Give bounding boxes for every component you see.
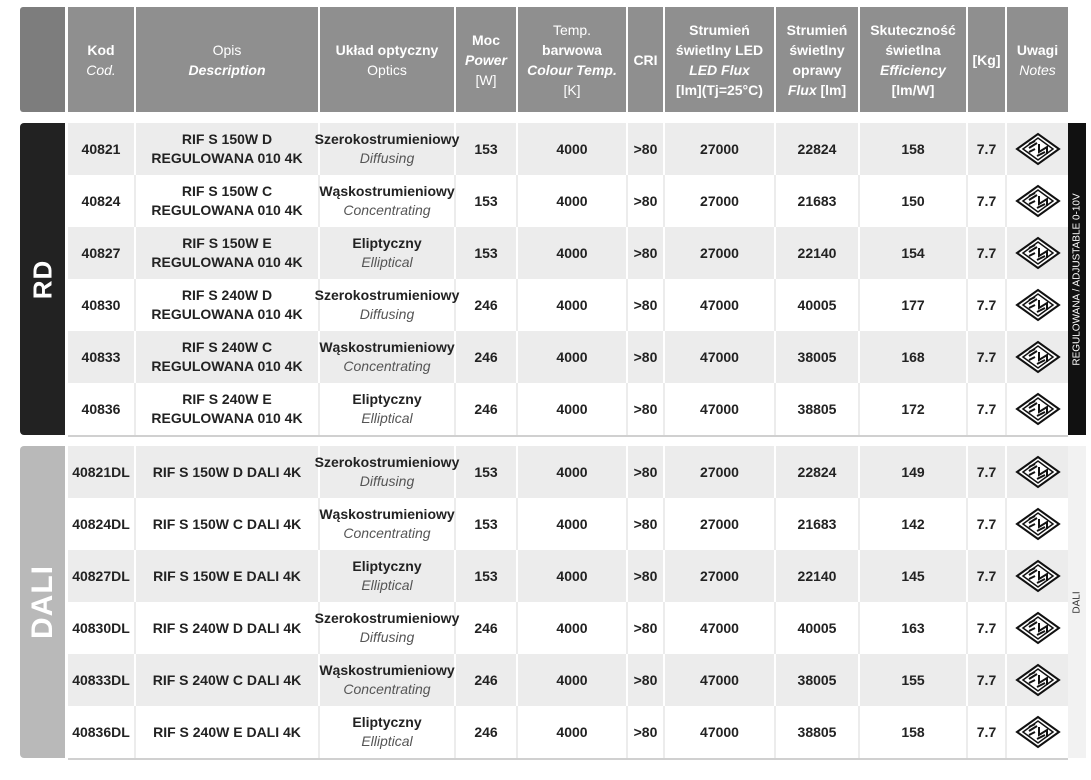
weight-value: 7.7 bbox=[968, 227, 1007, 279]
weight-value: 7.7 bbox=[968, 446, 1007, 498]
optics-cell bbox=[320, 383, 456, 435]
flux-value: 38005 bbox=[776, 331, 860, 383]
power-value: 153 bbox=[456, 498, 518, 550]
led-flux-value: 27000 bbox=[665, 175, 776, 227]
notes-cell bbox=[1007, 602, 1068, 654]
optics-cell bbox=[320, 227, 456, 279]
weight-value: 7.7 bbox=[968, 654, 1007, 706]
efficiency-value: 163 bbox=[860, 602, 968, 654]
product-description bbox=[136, 227, 320, 279]
description-line: REGULOWANA 010 4K bbox=[151, 306, 303, 322]
product-code: 40833DL bbox=[68, 654, 136, 706]
flux-value: 38805 bbox=[776, 706, 860, 758]
optics-pl: Szerokostrumieniowy bbox=[314, 454, 460, 470]
header-cri: CRI bbox=[628, 7, 665, 112]
optics-en: Elliptical bbox=[361, 254, 413, 270]
optics-pl: Eliptyczny bbox=[352, 235, 422, 251]
optics-en: Concentrating bbox=[343, 202, 431, 218]
product-description bbox=[136, 331, 320, 383]
optics-cell bbox=[314, 123, 460, 175]
colour-temp-value: 4000 bbox=[518, 602, 628, 654]
flux-value: 22824 bbox=[776, 123, 860, 175]
description-line: RIF S 150W E bbox=[182, 235, 272, 251]
efficiency-value: 168 bbox=[860, 331, 968, 383]
optics-pl: Wąskostrumieniowy bbox=[319, 339, 455, 355]
led-flux-value: 47000 bbox=[665, 331, 776, 383]
table-row bbox=[68, 123, 1068, 175]
enec-icon bbox=[1015, 715, 1061, 749]
enec-icon bbox=[1015, 559, 1061, 593]
description-line: REGULOWANA 010 4K bbox=[151, 358, 303, 374]
optics-cell bbox=[320, 550, 456, 602]
enec-icon bbox=[1015, 392, 1061, 426]
colour-temp-value: 4000 bbox=[518, 498, 628, 550]
notes-cell bbox=[1007, 550, 1068, 602]
optics-pl: Eliptyczny bbox=[352, 558, 422, 574]
optics-pl: Szerokostrumieniowy bbox=[314, 287, 460, 303]
product-code: 40836DL bbox=[68, 706, 136, 758]
description-line: RIF S 240W E DALI 4K bbox=[153, 723, 301, 740]
optics-cell bbox=[320, 654, 456, 706]
cri-value: >80 bbox=[628, 227, 665, 279]
description-line: RIF S 240W E bbox=[182, 391, 272, 407]
cri-value: >80 bbox=[628, 331, 665, 383]
optics-en: Elliptical bbox=[361, 733, 413, 749]
flux-value: 21683 bbox=[776, 498, 860, 550]
side-label-rd: REGULOWANA / ADJUSTABLE 0-10V bbox=[1068, 123, 1086, 435]
colour-temp-value: 4000 bbox=[518, 550, 628, 602]
optics-cell bbox=[320, 706, 456, 758]
notes-cell bbox=[1007, 654, 1068, 706]
description-line: REGULOWANA 010 4K bbox=[151, 202, 303, 218]
optics-en: Concentrating bbox=[343, 358, 431, 374]
dali-rows bbox=[68, 446, 1068, 758]
header-code: Kod Cod. bbox=[68, 7, 136, 112]
product-code: 40830DL bbox=[68, 602, 136, 654]
divider bbox=[68, 435, 1068, 437]
power-value: 246 bbox=[456, 383, 518, 435]
table-row bbox=[68, 331, 1068, 383]
optics-en: Elliptical bbox=[361, 577, 413, 593]
led-flux-value: 27000 bbox=[665, 446, 776, 498]
optics-pl: Wąskostrumieniowy bbox=[319, 662, 455, 678]
product-code: 40827 bbox=[68, 227, 136, 279]
optics-pl: Szerokostrumieniowy bbox=[314, 610, 460, 626]
colour-temp-value: 4000 bbox=[518, 279, 628, 331]
product-description bbox=[136, 706, 320, 758]
colour-temp-value: 4000 bbox=[518, 123, 628, 175]
optics-pl: Eliptyczny bbox=[352, 391, 422, 407]
product-description bbox=[136, 498, 320, 550]
enec-icon bbox=[1015, 611, 1061, 645]
header-led-flux: Strumień świetlny LED LED Flux [lm](Tj=25°C) bbox=[665, 7, 776, 112]
flux-value: 40005 bbox=[776, 279, 860, 331]
description-line: RIF S 150W C bbox=[181, 183, 273, 199]
led-flux-value: 47000 bbox=[665, 602, 776, 654]
notes-cell bbox=[1007, 706, 1068, 758]
cri-value: >80 bbox=[628, 175, 665, 227]
colour-temp-value: 4000 bbox=[518, 175, 628, 227]
optics-cell bbox=[314, 602, 460, 654]
weight-value: 7.7 bbox=[968, 279, 1007, 331]
section-tab-dali: DALI bbox=[20, 446, 65, 758]
efficiency-value: 155 bbox=[860, 654, 968, 706]
notes-cell bbox=[1007, 175, 1068, 227]
power-value: 246 bbox=[456, 279, 518, 331]
optics-en: Diffusing bbox=[359, 473, 415, 489]
power-value: 153 bbox=[456, 550, 518, 602]
header-weight: [Kg] bbox=[968, 7, 1007, 112]
optics-en: Elliptical bbox=[361, 410, 413, 426]
led-flux-value: 47000 bbox=[665, 706, 776, 758]
flux-value: 22140 bbox=[776, 550, 860, 602]
table-header bbox=[68, 7, 1068, 112]
table-row bbox=[68, 498, 1068, 550]
product-description bbox=[136, 383, 320, 435]
enec-icon bbox=[1015, 340, 1061, 374]
optics-cell bbox=[320, 498, 456, 550]
enec-icon bbox=[1015, 236, 1061, 270]
product-description bbox=[136, 279, 320, 331]
efficiency-value: 145 bbox=[860, 550, 968, 602]
product-description bbox=[136, 550, 320, 602]
optics-pl: Wąskostrumieniowy bbox=[319, 183, 455, 199]
colour-temp-value: 4000 bbox=[518, 654, 628, 706]
led-flux-value: 27000 bbox=[665, 498, 776, 550]
product-description bbox=[136, 602, 320, 654]
section-tab-rd: RD bbox=[20, 123, 65, 435]
power-value: 153 bbox=[456, 123, 518, 175]
product-code: 40824 bbox=[68, 175, 136, 227]
table-row bbox=[68, 279, 1068, 331]
flux-value: 38805 bbox=[776, 383, 860, 435]
enec-icon bbox=[1015, 507, 1061, 541]
description-line: RIF S 240W C DALI 4K bbox=[152, 671, 302, 688]
cri-value: >80 bbox=[628, 654, 665, 706]
weight-value: 7.7 bbox=[968, 602, 1007, 654]
led-flux-value: 27000 bbox=[665, 550, 776, 602]
optics-pl: Eliptyczny bbox=[352, 714, 422, 730]
flux-value: 22824 bbox=[776, 446, 860, 498]
weight-value: 7.7 bbox=[968, 383, 1007, 435]
enec-icon bbox=[1015, 132, 1061, 166]
weight-value: 7.7 bbox=[968, 550, 1007, 602]
header-description: Opis Description bbox=[136, 7, 320, 112]
table-row bbox=[68, 175, 1068, 227]
enec-icon bbox=[1015, 663, 1061, 697]
weight-value: 7.7 bbox=[968, 706, 1007, 758]
product-code: 40821 bbox=[68, 123, 136, 175]
led-flux-value: 27000 bbox=[665, 123, 776, 175]
table-row bbox=[68, 446, 1068, 498]
optics-cell bbox=[314, 279, 460, 331]
cri-value: >80 bbox=[628, 123, 665, 175]
optics-en: Diffusing bbox=[359, 150, 415, 166]
header-colour-temp: Temp. barwowa Colour Temp. [K] bbox=[518, 7, 628, 112]
power-value: 153 bbox=[456, 446, 518, 498]
notes-cell bbox=[1007, 383, 1068, 435]
product-code: 40821DL bbox=[68, 446, 136, 498]
power-value: 246 bbox=[456, 331, 518, 383]
power-value: 153 bbox=[456, 175, 518, 227]
colour-temp-value: 4000 bbox=[518, 227, 628, 279]
product-description bbox=[136, 654, 320, 706]
description-line: REGULOWANA 010 4K bbox=[151, 410, 303, 426]
optics-pl: Wąskostrumieniowy bbox=[319, 506, 455, 522]
power-value: 246 bbox=[456, 706, 518, 758]
divider bbox=[68, 758, 1068, 760]
colour-temp-value: 4000 bbox=[518, 446, 628, 498]
notes-cell bbox=[1007, 446, 1068, 498]
power-value: 246 bbox=[456, 654, 518, 706]
optics-en: Concentrating bbox=[343, 525, 431, 541]
description-line: RIF S 150W E DALI 4K bbox=[153, 567, 301, 584]
power-value: 246 bbox=[456, 602, 518, 654]
optics-en: Diffusing bbox=[359, 629, 415, 645]
optics-pl: Szerokostrumieniowy bbox=[314, 131, 460, 147]
optics-en: Diffusing bbox=[359, 306, 415, 322]
enec-icon bbox=[1015, 184, 1061, 218]
power-value: 153 bbox=[456, 227, 518, 279]
efficiency-value: 154 bbox=[860, 227, 968, 279]
led-flux-value: 47000 bbox=[665, 654, 776, 706]
cri-value: >80 bbox=[628, 446, 665, 498]
weight-value: 7.7 bbox=[968, 498, 1007, 550]
flux-value: 21683 bbox=[776, 175, 860, 227]
colour-temp-value: 4000 bbox=[518, 706, 628, 758]
optics-en: Concentrating bbox=[343, 681, 431, 697]
description-line: REGULOWANA 010 4K bbox=[151, 150, 303, 166]
side-label-dali: DALI bbox=[1068, 446, 1086, 758]
efficiency-value: 150 bbox=[860, 175, 968, 227]
flux-value: 22140 bbox=[776, 227, 860, 279]
table-row bbox=[68, 550, 1068, 602]
efficiency-value: 158 bbox=[860, 706, 968, 758]
notes-cell bbox=[1007, 331, 1068, 383]
header-flux: Strumień świetlny oprawy Flux [lm] bbox=[776, 7, 860, 112]
header-optics: Układ optyczny Optics bbox=[320, 7, 456, 112]
notes-cell bbox=[1007, 279, 1068, 331]
optics-cell bbox=[320, 175, 456, 227]
description-line: RIF S 240W D DALI 4K bbox=[152, 619, 302, 636]
led-flux-value: 47000 bbox=[665, 383, 776, 435]
table-row bbox=[68, 227, 1068, 279]
header-notes: Uwagi Notes bbox=[1007, 7, 1068, 112]
description-line: RIF S 150W D DALI 4K bbox=[152, 463, 302, 480]
cri-value: >80 bbox=[628, 550, 665, 602]
weight-value: 7.7 bbox=[968, 331, 1007, 383]
cri-value: >80 bbox=[628, 383, 665, 435]
header-efficiency: Skuteczność świetlna Efficiency [lm/W] bbox=[860, 7, 968, 112]
weight-value: 7.7 bbox=[968, 123, 1007, 175]
colour-temp-value: 4000 bbox=[518, 331, 628, 383]
header-corner bbox=[20, 7, 65, 112]
description-line: REGULOWANA 010 4K bbox=[151, 254, 303, 270]
efficiency-value: 172 bbox=[860, 383, 968, 435]
efficiency-value: 149 bbox=[860, 446, 968, 498]
notes-cell bbox=[1007, 123, 1068, 175]
header-power: Moc Power [W] bbox=[456, 7, 518, 112]
colour-temp-value: 4000 bbox=[518, 383, 628, 435]
table-row bbox=[68, 706, 1068, 758]
notes-cell bbox=[1007, 498, 1068, 550]
flux-value: 38005 bbox=[776, 654, 860, 706]
efficiency-value: 142 bbox=[860, 498, 968, 550]
flux-value: 40005 bbox=[776, 602, 860, 654]
product-code: 40827DL bbox=[68, 550, 136, 602]
cri-value: >80 bbox=[628, 602, 665, 654]
cri-value: >80 bbox=[628, 279, 665, 331]
table-row bbox=[68, 654, 1068, 706]
product-code: 40824DL bbox=[68, 498, 136, 550]
description-line: RIF S 150W D bbox=[181, 131, 273, 147]
product-description bbox=[136, 123, 320, 175]
product-code: 40836 bbox=[68, 383, 136, 435]
enec-icon bbox=[1015, 455, 1061, 489]
description-line: RIF S 150W C DALI 4K bbox=[152, 515, 302, 532]
optics-cell bbox=[320, 331, 456, 383]
product-code: 40833 bbox=[68, 331, 136, 383]
table-row bbox=[68, 383, 1068, 435]
rd-rows bbox=[68, 123, 1068, 435]
efficiency-value: 177 bbox=[860, 279, 968, 331]
product-description bbox=[136, 446, 320, 498]
table-row bbox=[68, 602, 1068, 654]
product-description bbox=[136, 175, 320, 227]
notes-cell bbox=[1007, 227, 1068, 279]
led-flux-value: 47000 bbox=[665, 279, 776, 331]
product-code: 40830 bbox=[68, 279, 136, 331]
cri-value: >80 bbox=[628, 498, 665, 550]
description-line: RIF S 240W C bbox=[181, 339, 273, 355]
efficiency-value: 158 bbox=[860, 123, 968, 175]
enec-icon bbox=[1015, 288, 1061, 322]
led-flux-value: 27000 bbox=[665, 227, 776, 279]
cri-value: >80 bbox=[628, 706, 665, 758]
description-line: RIF S 240W D bbox=[181, 287, 273, 303]
optics-cell bbox=[314, 446, 460, 498]
weight-value: 7.7 bbox=[968, 175, 1007, 227]
